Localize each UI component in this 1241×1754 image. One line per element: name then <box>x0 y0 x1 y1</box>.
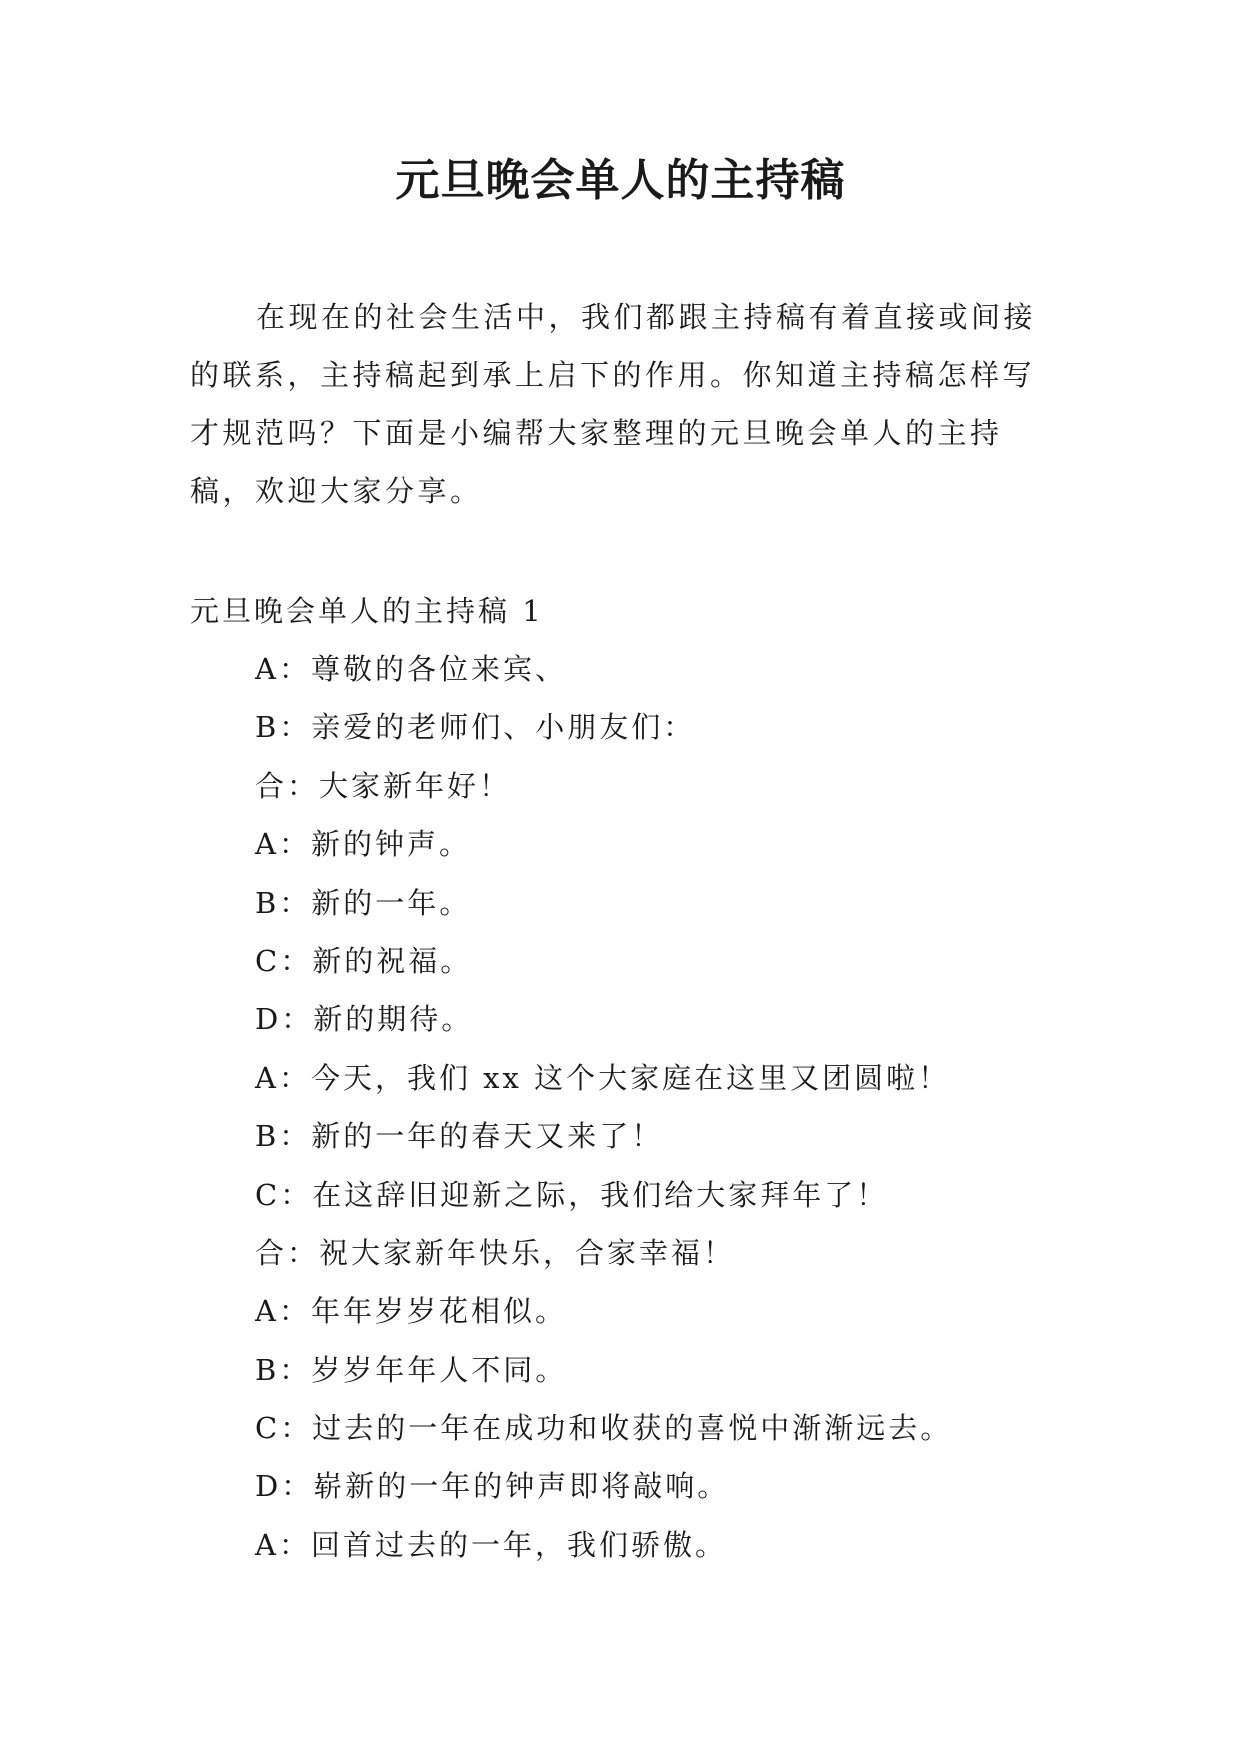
intro-line: 的联系，主持稿起到承上启下的作用。你知道主持稿怎样写 <box>190 358 1036 392</box>
dialogue-line: A：回首过去的一年，我们骄傲。 <box>255 1527 727 1562</box>
dialogue-line: 合：大家新年好！ <box>255 768 512 803</box>
section-heading: 元旦晚会单人的主持稿 1 <box>190 594 544 628</box>
dialogue-line: A：新的钟声。 <box>255 827 471 862</box>
dialogue-line: A：尊敬的各位来宾、 <box>255 652 567 686</box>
dialogue-line: 合：祝大家新年快乐，合家幸福！ <box>255 1235 736 1270</box>
dialogue-line: A：年年岁岁花相似。 <box>255 1294 567 1329</box>
dialogue-line: B：新的一年的春天又来了！ <box>255 1119 664 1154</box>
dialogue-line: B：新的一年。 <box>255 885 472 920</box>
dialogue-line: D：新的期待。 <box>255 1002 474 1037</box>
intro-line: 稿，欢迎大家分享。 <box>190 474 483 508</box>
dialogue-line: C：新的祝福。 <box>255 943 473 978</box>
dialogue-line: C：在这辞旧迎新之际，我们给大家拜年了！ <box>255 1177 889 1212</box>
dialogue-list <box>255 640 1115 1574</box>
intro-paragraph <box>190 288 1060 520</box>
dialogue-line: D：崭新的一年的钟声即将敲响。 <box>255 1469 730 1504</box>
document-title: 元旦晚会单人的主持稿 <box>395 155 846 206</box>
dialogue-line: B：亲爱的老师们、小朋友们： <box>255 710 696 745</box>
intro-line: 在现在的社会生活中，我们都跟主持稿有着直接或间接 <box>256 300 1037 334</box>
intro-line: 才规范吗？下面是小编帮大家整理的元旦晚会单人的主持 <box>190 416 1003 450</box>
dialogue-line: A：今天，我们 xx 这个大家庭在这里又团圆啦！ <box>255 1060 951 1095</box>
dialogue-line: B：岁岁年年人不同。 <box>255 1352 568 1387</box>
dialogue-line: C：过去的一年在成功和收获的喜悦中渐渐远去。 <box>255 1411 953 1446</box>
